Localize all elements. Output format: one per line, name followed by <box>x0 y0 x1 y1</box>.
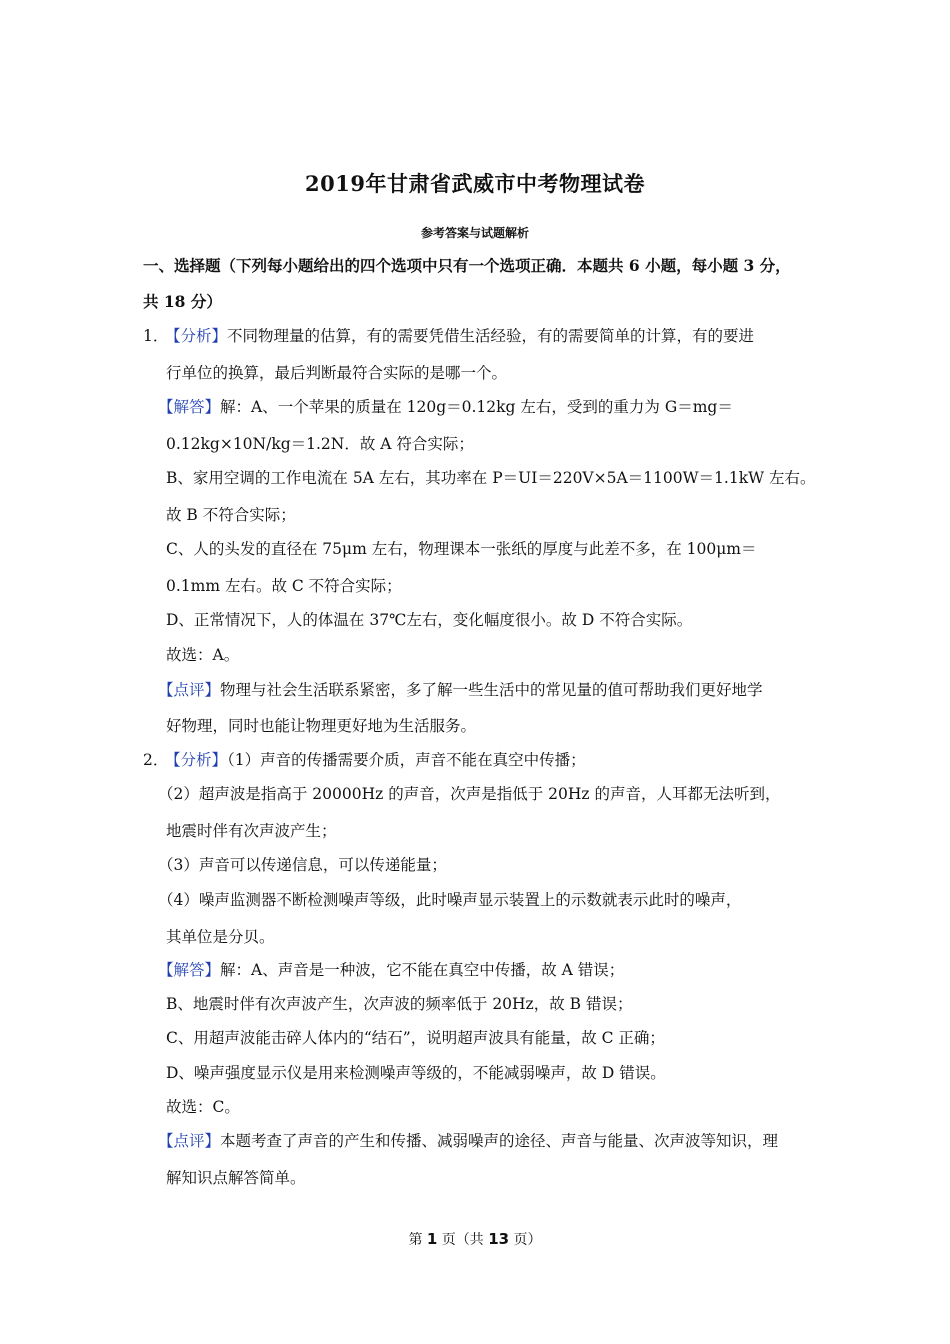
q1-comment-text-1: 物理与社会生活联系紧密，多了解一些生活中的常见量的值可帮助我们更好地学 <box>220 681 763 699</box>
page-subtitle: 参考答案与试题解析 <box>420 226 529 240</box>
q1-answer-line-1 <box>158 397 733 417</box>
q2-comment-tag: 【点评】 <box>158 1132 221 1150</box>
q1-comment-line-1 <box>158 680 763 700</box>
q2-analysis-text-1: （1）声音的传播需要介质，声音不能在真空中传播； <box>227 751 586 769</box>
q1-comment-line-2: 好物理，同时也能让物理更好地为生活服务。 <box>166 717 477 735</box>
q1-answer-tag: 【解答】 <box>158 398 221 416</box>
footer-suffix: 页） <box>509 1232 542 1248</box>
q2-analysis-line-6: 其单位是分贝。 <box>166 928 275 946</box>
footer-page-number: 1 <box>426 1230 438 1248</box>
q1-choice: 故选：A。 <box>166 646 240 664</box>
q1-number: 1． <box>143 327 169 345</box>
q1-answer-line-4: 故 B 不符合实际； <box>166 506 296 524</box>
footer-total-pages: 13 <box>488 1230 510 1248</box>
q2-analysis-line-2: （2）超声波是指高于 20000Hz 的声音，次声是指低于 20Hz 的声音，人耳都无法听到， <box>158 785 781 803</box>
q2-analysis-line-5: （4）噪声监测器不断检测噪声等级，此时噪声显示装置上的示数就表示此时的噪声， <box>158 891 742 909</box>
q2-comment-line-1 <box>158 1131 778 1151</box>
q2-answer-text-1: 解：A、声音是一种波，它不能在真空中传播，故 A 错误； <box>220 961 625 979</box>
page-footer <box>0 1229 950 1249</box>
q2-comment-text-1: 本题考查了声音的产生和传播、减弱噪声的途径、声音与能量、次声波等知识，理 <box>220 1132 779 1150</box>
footer-prefix: 第 <box>408 1232 427 1248</box>
q2-answer-line-1 <box>158 960 624 980</box>
page-title: 2019年甘肃省武威市中考物理试卷 <box>305 171 645 196</box>
q1-analysis-tag: 【分析】 <box>165 327 228 345</box>
q2-answer-tag: 【解答】 <box>158 961 221 979</box>
q2-answer-line-3: C、用超声波能击碎人体内的“结石”，说明超声波具有能量，故 C 正确； <box>166 1029 665 1047</box>
q1-answer-text-1: 解：A、一个苹果的质量在 120g＝0.12kg 左右，受到的重力为 G＝mg＝ <box>220 398 733 416</box>
q2-answer-line-2: B、地震时伴有次声波产生，次声波的频率低于 20Hz，故 B 错误； <box>166 995 633 1013</box>
q1-analysis-line-2: 行单位的换算，最后判断最符合实际的是哪一个。 <box>166 364 508 382</box>
q1-answer-line-7: D、正常情况下，人的体温在 37℃左右，变化幅度很小。故 D 不符合实际。 <box>166 611 693 629</box>
footer-middle: 页（共 <box>437 1232 489 1248</box>
q1-analysis-line-1 <box>143 326 754 346</box>
q2-analysis-line-1 <box>143 750 586 770</box>
q1-analysis-text-1: 不同物理量的估算，有的需要凭借生活经验，有的需要简单的计算，有的要进 <box>227 327 755 345</box>
q2-comment-line-2: 解知识点解答简单。 <box>166 1169 306 1187</box>
q1-answer-line-3: B、家用空调的工作电流在 5A 左右，其功率在 P＝UI＝220V×5A＝1100W＝1.1kW 左右。 <box>166 469 816 487</box>
q2-analysis-line-4: （3）声音可以传递信息，可以传递能量； <box>158 856 447 874</box>
q2-choice: 故选：C。 <box>166 1098 240 1116</box>
q2-analysis-line-3: 地震时伴有次声波产生； <box>166 822 337 840</box>
q1-comment-tag: 【点评】 <box>158 681 221 699</box>
q2-answer-line-4: D、噪声强度显示仪是用来检测噪声等级的，不能减弱噪声，故 D 错误。 <box>166 1064 666 1082</box>
section-heading-line-1: 一、选择题（下列每小题给出的四个选项中只有一个选项正确．本题共 6 小题，每小题 3 分， <box>143 256 791 275</box>
section-heading-line-2: 共 18 分） <box>143 292 222 311</box>
q1-answer-line-6: 0.1mm 左右。故 C 不符合实际； <box>166 577 402 595</box>
q2-number: 2． <box>143 751 169 769</box>
q1-answer-line-2: 0.12kg×10N/kg＝1.2N．故 A 符合实际； <box>166 435 474 453</box>
q1-answer-line-5: C、人的头发的直径在 75μm 左右，物理课本一张纸的厚度与此差不多，在 100μm＝ <box>166 540 757 558</box>
q2-analysis-tag: 【分析】 <box>165 751 228 769</box>
